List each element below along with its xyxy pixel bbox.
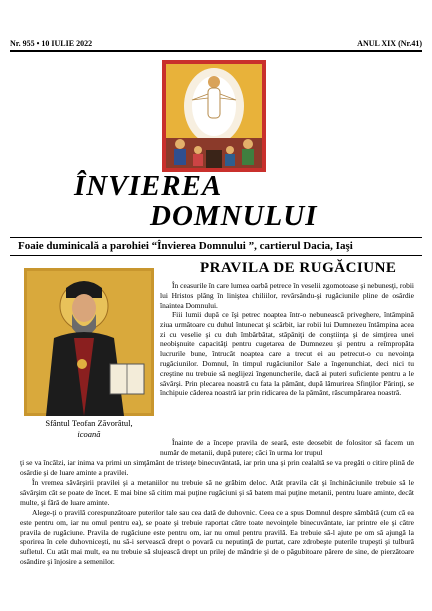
saint-theophan-icon-image [24, 268, 154, 416]
masthead-title-line1: ÎNVIEREA [74, 170, 223, 202]
masthead-title-line2: DOMNULUI [150, 200, 318, 232]
resurrection-icon [162, 60, 266, 172]
article-paragraph-3-start: Înainte de a începe pravila de seară, este deosebit de folositor să facem un număr de metanii, după putere; căci în urma lor trupul [160, 438, 414, 457]
issue-year: ANUL XIX (Nr.41) [357, 39, 422, 48]
image-caption [24, 418, 154, 440]
image-caption-name: Sfântul Teofan Zăvorâtul, [45, 418, 133, 428]
masthead-rule-top [10, 237, 422, 238]
article-title: PRAVILA DE RUGĂCIUNE [200, 260, 397, 276]
article-paragraph-5: Alege-ţi o pravilă corespunzătoare puterilor tale sau cea dată de duhovnic. Ceea ce a spus Domnul despre sâmbătă (cum că ea este pentru om, iar nu omul pentru ea), se poate şi trebuie raportat către toate nevoinţele binecuvântate, iar printre ele şi către pravila de rugăciune. Pravila de rugăciune este pentru om, iar nu omul pentru pravilă. Ea trebuie să-l ajute pe om să ajungă la sporirea în cele duhovniceşti, nu să-i servească drept o povară cu neputinţă de purtat, care zdrobeşte puterile trupeşti şi tulbură sufletul. Cu atât mai mult, ea nu trebuie să slujească drept un prilej de mândrie şi de o păgubitoare părere de sine, de pierzătoare osândire şi înjosire a semenilor. [20, 508, 414, 566]
article-paragraph-2: Fiii lumii după ce îşi petrec noaptea într-o nebunească priveghere, întâmpină ziua următoare cu duhul întunecat şi scârbit, iar robii lui Dumnezeu întâmpina acea zi cu veselie şi cu duh îmbărbătat, stăpâniţi de conştiinţa şi de simţirea unei neobişnuite capacităţi pentru cugetarea de Dumnezeu şi pentru a reîmpropăta lucrurile bune, întrucât noaptea care a trecut ei au petrecut-o cu nevoinţa rugăciunilor. Domnul, în timpul rugăciunilor Sale a îngenunchiat, deci nici tu creştine nu trebuie să neglijezi îngenuncherile, dacă ai puteri suficiente pentru a le săvârşi. Prin plecarea noastră cu fata la pământ, după lămurirea Sfinţilor Părinţi, se închipuie căderea noastră iar prin ridicarea de la pământ, răscumpărarea noastră. [160, 310, 414, 398]
article-paragraph-4: În vremea săvârşirii pravilei şi a metaniilor nu trebuie să ne grăbim deloc. Atât pravila cât şi închinăciunile trebuie să le săvârşim cât se poate de încet. E mai bine să citim mai puţine rugăciuni şi să batem mai puţine metanii, pentru luare aminte, decât multe, şi fără de luare aminte. [20, 478, 414, 507]
article-paragraph-3-end: ţi se va încălzi, iar inima va primi un simţământ de tristeţe binecuvântată, iar prin una şi prin cealaltă se va pregăti o citire plină de osârdie şi de luare aminte a pravilei. [20, 458, 414, 477]
issue-number: Nr. 955 • 10 IULIE 2022 [10, 39, 93, 48]
top-divider [10, 50, 422, 52]
masthead-subtitle: Foaie duminicală a parohiei “Învierea Domnului ”, cartierul Dacia, Iaşi [18, 240, 353, 252]
image-caption-type: icoană [77, 429, 101, 439]
masthead-rule-bottom [10, 255, 422, 256]
article-paragraph-1: În ceasurile în care lumea oarbă petrece în veselii zgomotoase şi nebunesţi, robii lui Hristos plâng în liniştea chiliilor, revărsându-şi rugăciunile pline de osârdie înaintea Domnului. [160, 281, 414, 310]
